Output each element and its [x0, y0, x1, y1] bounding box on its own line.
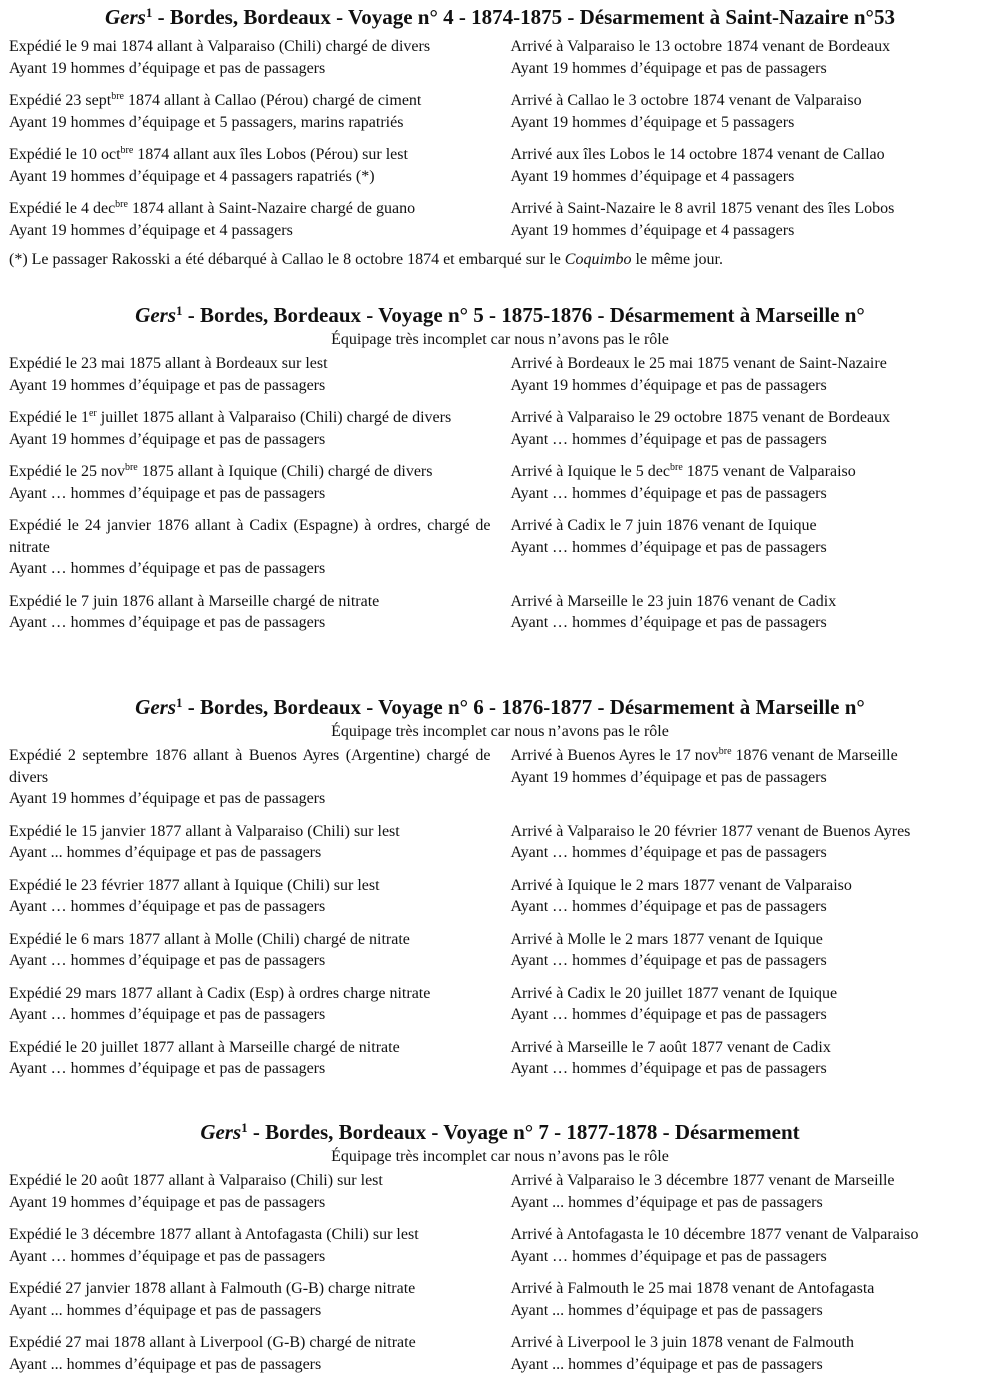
departure-crew: Ayant … hommes d’équipage et pas de passagers — [9, 484, 326, 502]
arrival-text-part: 1876 venant de Marseille — [731, 747, 898, 764]
arrival-text — [511, 1332, 1000, 1354]
departure-column — [0, 1224, 501, 1267]
arrival-text — [511, 90, 1000, 112]
departure-crew: Ayant … hommes d’équipage et pas de passagers — [9, 1060, 326, 1077]
voyage-entry — [0, 198, 1000, 241]
arrival-text — [511, 983, 1000, 1005]
arrival-crew: Ayant 19 hommes d’équipage et pas de passagers — [510, 59, 827, 77]
arrival-column — [501, 90, 1000, 133]
departure-column — [0, 983, 501, 1026]
departure-column — [0, 515, 501, 580]
voyage-entry — [0, 1037, 1000, 1080]
departure-text — [9, 929, 491, 951]
arrival-crew: Ayant … hommes d’équipage et pas de passagers — [510, 430, 827, 448]
voyage-subtitle: Équipage très incomplet car nous n’avons pas le rôle — [331, 723, 669, 740]
arrival-column — [501, 1037, 1000, 1080]
arrival-text-part: Arrivé à Molle le 2 mars 1877 venant de Iquique — [510, 930, 823, 948]
arrival-text-part: Arrivé à Iquique le 2 mars 1877 venant de Valparaiso — [510, 876, 852, 894]
departure-column — [0, 1278, 501, 1321]
voyage-title — [0, 1119, 1000, 1145]
departure-text — [9, 407, 491, 429]
departure-superscript: bre — [111, 91, 124, 102]
departure-text — [9, 983, 491, 1005]
departure-crew: Ayant 19 hommes d’équipage et pas de passagers — [9, 790, 326, 807]
ship-name: Gers — [105, 5, 146, 29]
arrival-crew: Ayant … hommes d’équipage et pas de passagers — [510, 1006, 827, 1023]
footnote-ref: 1 — [145, 5, 153, 20]
voyage-title-text: - Bordes, Bordeaux - Voyage n° 7 - 1877-1878 - Désarmement — [247, 1120, 800, 1144]
arrival-crew: Ayant … hommes d’équipage et pas de passagers — [510, 538, 827, 556]
departure-text-part: Expédié 2 septembre 1876 allant à Buenos Ayres (Argentine) chargé de divers — [9, 747, 491, 786]
arrival-column — [501, 353, 1000, 396]
arrival-text-part: Arrivé à Marseille le 23 juin 1876 venant de Cadix — [510, 592, 837, 610]
arrival-crew: Ayant … hommes d’équipage et pas de passagers — [510, 1247, 827, 1265]
arrival-text-part: Arrivé à Iquique le 5 dec — [510, 463, 670, 480]
departure-text — [9, 90, 491, 112]
voyage-entry — [0, 36, 1000, 79]
departure-crew: Ayant 19 hommes d’équipage et pas de passagers — [9, 430, 326, 448]
arrival-column — [501, 198, 1000, 241]
arrival-crew: Ayant 19 hommes d’équipage et 4 passagers — [510, 221, 795, 239]
departure-column — [0, 461, 501, 504]
departure-crew: Ayant … hommes d’équipage et pas de passagers — [9, 952, 326, 969]
departure-text-part: Expédié le 15 janvier 1877 allant à Valparaiso (Chili) sur lest — [9, 822, 400, 840]
arrival-column — [501, 36, 1000, 79]
arrival-crew: Ayant … hommes d’équipage et pas de passagers — [510, 1060, 827, 1077]
departure-text-part: Expédié le 20 juillet 1877 allant à Marseille chargé de nitrate — [9, 1038, 400, 1056]
departure-text-part: Expédié le 4 dec — [9, 200, 116, 217]
arrival-crew: Ayant 19 hommes d’équipage et pas de passagers — [510, 376, 827, 394]
departure-text — [9, 1224, 491, 1246]
arrival-text — [511, 1170, 1000, 1192]
arrival-column — [501, 591, 1000, 634]
voyage-subtitle: Équipage très incomplet car nous n’avons pas le rôle — [331, 1148, 669, 1165]
arrival-column — [501, 875, 1000, 918]
departure-text — [9, 353, 491, 375]
footnote-ref: 1 — [241, 1120, 248, 1135]
departure-text — [9, 1332, 491, 1354]
arrival-text-part: Arrivé à Valparaiso le 20 février 1877 venant de Buenos Ayres — [510, 822, 911, 840]
departure-text-part: Expédié 29 mars 1877 allant à Cadix (Esp) à ordres charge nitrate — [9, 984, 431, 1002]
footnote-ref: 1 — [176, 303, 183, 318]
departure-column — [0, 198, 501, 241]
departure-superscript: bre — [115, 199, 128, 210]
arrival-text-part: Arrivé à Saint-Nazaire le 8 avril 1875 venant des îles Lobos — [510, 200, 895, 217]
departure-text-part: Expédié le 23 février 1877 allant à Iquique (Chili) sur lest — [9, 876, 380, 894]
voyage-entry — [0, 1224, 1000, 1267]
arrival-text-part: Arrivé à Bordeaux le 25 mai 1875 venant de Saint-Nazaire — [510, 355, 887, 372]
arrival-text-part: Arrivé à Antofagasta le 10 décembre 1877 venant de Valparaiso — [510, 1226, 919, 1243]
departure-column — [0, 875, 501, 918]
departure-text-part: juillet 1875 allant à Valparaiso (Chili) chargé de divers — [96, 409, 452, 426]
arrival-text — [511, 1037, 1000, 1059]
departure-column — [0, 1037, 501, 1080]
arrival-superscript: bre — [669, 462, 683, 473]
ship-name: Gers — [135, 303, 177, 327]
arrival-crew: Ayant … hommes d’équipage et pas de passagers — [510, 898, 827, 915]
departure-text-part: Expédié le 23 mai 1875 allant à Bordeaux sur lest — [9, 355, 328, 372]
departure-text — [9, 1037, 491, 1059]
voyage-entry — [0, 591, 1000, 634]
arrival-crew: Ayant … hommes d’équipage et pas de passagers — [510, 844, 827, 861]
departure-text — [9, 1170, 491, 1192]
departure-column — [0, 591, 501, 634]
footnote-note — [0, 249, 1000, 270]
departure-column — [0, 90, 501, 133]
arrival-text-part: Arrivé à Valparaiso le 29 octobre 1875 venant de Bordeaux — [510, 409, 891, 426]
footnote-ref: 1 — [176, 695, 183, 710]
arrival-text — [511, 353, 1000, 375]
departure-column — [0, 1332, 501, 1375]
arrival-text — [511, 198, 1000, 220]
arrival-text-part: 1875 venant de Valparaiso — [682, 463, 856, 480]
arrival-column — [501, 929, 1000, 972]
departure-text — [9, 745, 491, 788]
voyage-entry — [0, 90, 1000, 133]
departure-text-part: Expédié 23 sept — [9, 92, 112, 109]
voyage-entry — [0, 1332, 1000, 1375]
departure-text — [9, 36, 491, 58]
arrival-text-part: Arrivé à Buenos Ayres le 17 nov — [510, 747, 719, 764]
arrival-text-part: Arrivé à Valparaiso le 13 octobre 1874 venant de Bordeaux — [510, 38, 891, 55]
departure-crew: Ayant ... hommes d’équipage et pas de passagers — [9, 1301, 322, 1319]
departure-text-part: Expédié le 9 mai 1874 allant à Valparaiso (Chili) chargé de divers — [9, 38, 431, 55]
arrival-text — [511, 1224, 1000, 1246]
departure-text-part: Expédié le 6 mars 1877 allant à Molle (Chili) chargé de nitrate — [9, 930, 410, 948]
departure-text-part: 1874 allant à Callao (Pérou) chargé de ciment — [123, 92, 422, 109]
departure-crew: Ayant … hommes d’équipage et pas de passagers — [9, 1006, 326, 1023]
departure-text-part: Expédié 27 mai 1878 allant à Liverpool (G-B) chargé de nitrate — [9, 1334, 416, 1351]
voyage-title-text: - Bordes, Bordeaux - Voyage n° 4 - 1874-1875 - Désarmement à Saint-Nazaire n°53 — [152, 5, 895, 29]
note-ship-name: Coquimbo — [564, 251, 632, 268]
arrival-text — [511, 1278, 1000, 1300]
arrival-text — [511, 745, 1000, 767]
departure-text — [9, 591, 491, 613]
departure-text — [9, 461, 491, 483]
voyage-entry — [0, 515, 1000, 580]
voyage-section — [0, 4, 1000, 270]
departure-column — [0, 36, 501, 79]
departure-text-part: Expédié 27 janvier 1878 allant à Falmouth (G-B) charge nitrate — [9, 1280, 416, 1297]
arrival-column — [501, 821, 1000, 864]
departure-crew: Ayant 19 hommes d’équipage et 4 passagers — [9, 221, 293, 239]
departure-superscript: bre — [120, 145, 134, 156]
arrival-text — [511, 36, 1000, 58]
departure-crew: Ayant 19 hommes d’équipage et pas de passagers — [9, 59, 326, 77]
departure-text — [9, 875, 491, 897]
arrival-text — [511, 461, 1000, 483]
arrival-column — [501, 1170, 1000, 1213]
arrival-column — [501, 1332, 1000, 1375]
departure-text-part: Expédié le 24 janvier 1876 allant à Cadix (Espagne) à ordres, chargé de nitrate — [9, 517, 491, 556]
arrival-text-part: Arrivé à Callao le 3 octobre 1874 venant de Valparaiso — [510, 92, 862, 109]
voyage-subtitle: Équipage très incomplet car nous n’avons pas le rôle — [331, 331, 669, 348]
departure-crew: Ayant … hommes d’équipage et pas de passagers — [9, 1247, 326, 1265]
arrival-text-part: Arrivé à Marseille le 7 août 1877 venant de Cadix — [510, 1038, 831, 1056]
voyage-title-text: - Bordes, Bordeaux - Voyage n° 5 - 1875-1876 - Désarmement à Marseille n° — [182, 303, 865, 327]
voyage-entry — [0, 745, 1000, 810]
voyage-entry — [0, 821, 1000, 864]
arrival-crew: Ayant … hommes d’équipage et pas de passagers — [510, 484, 827, 502]
departure-crew: Ayant 19 hommes d’équipage et 4 passagers rapatriés (*) — [9, 167, 375, 185]
voyage-section — [0, 694, 1000, 1080]
departure-superscript: er — [88, 408, 97, 419]
voyage-entry — [0, 144, 1000, 187]
ship-name: Gers — [200, 1120, 242, 1144]
departure-column — [0, 929, 501, 972]
voyage-entry — [0, 875, 1000, 918]
ship-name: Gers — [135, 695, 177, 719]
arrival-column — [501, 461, 1000, 504]
departure-column — [0, 407, 501, 450]
departure-text-part: 1874 allant aux îles Lobos (Pérou) sur lest — [133, 146, 408, 163]
arrival-text-part: Arrivé à Valparaiso le 3 décembre 1877 venant de Marseille — [510, 1172, 895, 1189]
voyage-entry — [0, 1170, 1000, 1213]
departure-crew: Ayant … hommes d’équipage et pas de passagers — [9, 898, 326, 915]
voyage-section — [0, 302, 1000, 634]
voyage-title — [0, 4, 1000, 30]
voyage-entry — [0, 407, 1000, 450]
voyage-section — [0, 1119, 1000, 1375]
departure-text — [9, 144, 491, 166]
departure-crew: Ayant 19 hommes d’équipage et pas de passagers — [9, 376, 326, 394]
departure-text-part: Expédié le 20 août 1877 allant à Valparaiso (Chili) sur lest — [9, 1172, 383, 1189]
voyage-entry — [0, 461, 1000, 504]
arrival-text-part: Arrivé à Falmouth le 25 mai 1878 venant de Antofagasta — [510, 1280, 875, 1297]
departure-text — [9, 821, 491, 843]
departure-column — [0, 821, 501, 864]
arrival-crew: Ayant 19 hommes d’équipage et pas de passagers — [510, 768, 827, 786]
departure-column — [0, 353, 501, 396]
departure-crew: Ayant ... hommes d’équipage et pas de passagers — [9, 844, 322, 861]
arrival-column — [501, 983, 1000, 1026]
arrival-text — [511, 929, 1000, 951]
arrival-column — [501, 1224, 1000, 1267]
departure-crew: Ayant … hommes d’équipage et pas de passagers — [9, 614, 326, 631]
arrival-text — [511, 407, 1000, 429]
arrival-text-part: Arrivé aux îles Lobos le 14 octobre 1874 venant de Callao — [510, 146, 885, 163]
departure-crew: Ayant ... hommes d’équipage et pas de passagers — [9, 1355, 322, 1373]
voyage-entry — [0, 929, 1000, 972]
departure-text-part: Expédié le 3 décembre 1877 allant à Antofagasta (Chili) sur lest — [9, 1226, 419, 1243]
arrival-text — [511, 821, 1000, 843]
arrival-text — [511, 591, 1000, 613]
arrival-column — [501, 515, 1000, 580]
arrival-crew: Ayant 19 hommes d’équipage et 5 passagers — [510, 113, 795, 131]
arrival-crew: Ayant ... hommes d’équipage et pas de passagers — [510, 1355, 823, 1373]
arrival-text-part: Arrivé à Cadix le 7 juin 1876 venant de Iquique — [510, 517, 817, 534]
arrival-crew: Ayant ... hommes d’équipage et pas de passagers — [510, 1193, 823, 1211]
note-text: le même jour. — [631, 251, 723, 268]
departure-crew: Ayant 19 hommes d’équipage et pas de passagers — [9, 1193, 326, 1211]
voyage-title — [0, 302, 1000, 328]
voyage-entry — [0, 1278, 1000, 1321]
arrival-column — [501, 407, 1000, 450]
voyage-entry — [0, 983, 1000, 1026]
departure-crew: Ayant 19 hommes d’équipage et 5 passagers, marins rapatriés — [9, 113, 404, 131]
departure-column — [0, 745, 501, 810]
arrival-crew: Ayant … hommes d’équipage et pas de passagers — [510, 952, 827, 969]
voyage-title — [0, 694, 1000, 720]
arrival-text-part: Arrivé à Liverpool le 3 juin 1878 venant de Falmouth — [510, 1334, 854, 1351]
voyage-entry — [0, 353, 1000, 396]
departure-superscript: bre — [124, 462, 138, 473]
departure-crew: Ayant … hommes d’équipage et pas de passagers — [9, 560, 326, 577]
arrival-column — [501, 745, 1000, 810]
departure-text-part: Expédié le 10 oct — [9, 146, 121, 163]
departure-text — [9, 515, 491, 558]
note-text: (*) Le passager Rakosski a été débarqué à Callao le 8 octobre 1874 et embarqué sur le — [9, 251, 565, 268]
arrival-text — [511, 515, 1000, 537]
arrival-crew: Ayant 19 hommes d’équipage et 4 passagers — [510, 167, 795, 185]
departure-text-part: Expédié le 1 — [9, 409, 89, 426]
arrival-crew: Ayant ... hommes d’équipage et pas de passagers — [510, 1301, 823, 1319]
voyage-title-text: - Bordes, Bordeaux - Voyage n° 6 - 1876-1877 - Désarmement à Marseille n° — [182, 695, 865, 719]
arrival-text-part: Arrivé à Cadix le 20 juillet 1877 venant de Iquique — [510, 984, 838, 1002]
departure-column — [0, 144, 501, 187]
departure-text-part: 1874 allant à Saint-Nazaire chargé de guano — [127, 200, 416, 217]
departure-text — [9, 198, 491, 220]
departure-text — [9, 1278, 491, 1300]
arrival-text — [511, 144, 1000, 166]
arrival-superscript: bre — [718, 746, 732, 757]
departure-text-part: Expédié le 7 juin 1876 allant à Marseille chargé de nitrate — [9, 592, 380, 610]
departure-column — [0, 1170, 501, 1213]
arrival-column — [501, 144, 1000, 187]
arrival-column — [501, 1278, 1000, 1321]
departure-text-part: 1875 allant à Iquique (Chili) chargé de divers — [137, 463, 433, 480]
arrival-crew: Ayant … hommes d’équipage et pas de passagers — [510, 614, 827, 631]
arrival-text — [511, 875, 1000, 897]
departure-text-part: Expédié le 25 nov — [9, 463, 125, 480]
